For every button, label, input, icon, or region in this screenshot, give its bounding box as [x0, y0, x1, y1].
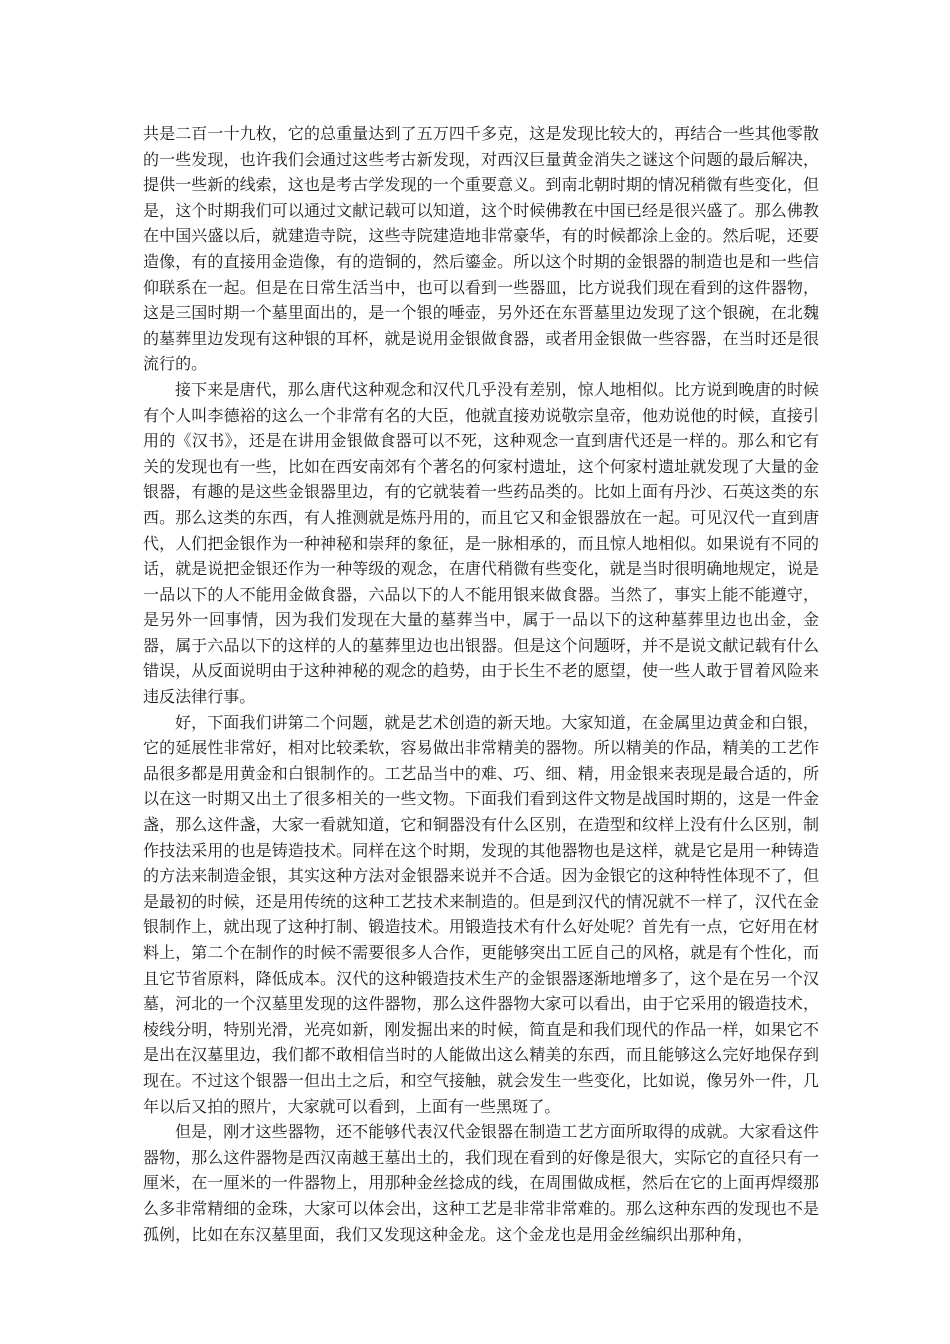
paragraph-tang-dynasty: 接下来是唐代，那么唐代这种观念和汉代几乎没有差别，惊人地相似。比方说到晚唐的时候有个人叫李德裕的这么一个非常有名的大臣，他就直接劝说敬宗皇帝，他劝说他的时候，直接引用的《汉书》，还是在讲用金银做食器可以不死，这种观念一直到唐代还是一样的。那么和它有关的发现也有一些，比如在西安南郊有个著名的何家村遗址，这个何家村遗址就发现了大量的金银器，有趣的是这些金银器里边，有的它就装着一些药品类的。比如上面有丹沙、石英这类的东西。那么这类的东西，有人推测就是炼丹用的，而且它又和金银器放在一起。可见汉代一直到唐代，人们把金银作为一种神秘和崇拜的象征，是一脉相承的，而且惊人地相似。如果说有不同的话，就是说把金银还作为一种等级的观念，在唐代稍微有些变化，就是当时很明确地规定，说是一品以下的人不能用金做食器，六品以下的人不能用银来做食器。当然了，事实上能不能遵守，是另外一回事情，因为我们发现在大量的墓葬当中，属于一品以下的这种墓葬里边也出金，金器，属于六品以下的这样的人的墓葬里边也出银器。但是这个问题呀，并不是说文献记载有什么错误，从反面说明由于这种神秘的观念的趋势，由于长生不老的愿望，使一些人敢于冒着风险来违反法律行事。	[143, 379, 819, 707]
paragraph-art-creation: 好，下面我们讲第二个问题，就是艺术创造的新天地。大家知道，在金属里边黄金和白银，它的延展性非常好，相对比较柔软，容易做出非常精美的器物。所以精美的作品，精美的工艺作品很多都是用黄金和白银制作的。工艺品当中的难、巧、细、精，用金银来表现是最合适的，所以在这一时期又出土了很多相关的一些文物。下面我们看到这件文物是战国时期的，这是一件金盏，那么这件盏，大家一看就知道，它和铜器没有什么区别，在造型和纹样上没有什么区别，制作技法采用的也是铸造技术。同样在这个时期，发现的其他器物也是这样，就是它是用一种铸造的方法来制造金银，其实这种方法对金银器来说并不合适。因为金银它的这种特性体现不了，但是最初的时候，还是用传统的这种工艺技术来制造的。但是到汉代的情况就不一样了，汉代在金银制作上，就出现了这种打制、锻造技术。用锻造技术有什么好处呢？首先有一点，它好用在材料上，第二个在制作的时候不需要很多人合作，更能够突出工匠自己的风格，就是有个性化，而且它节省原料，降低成本。汉代的这种锻造技术生产的金银器逐渐地增多了，这个是在另一个汉墓，河北的一个汉墓里发现的这件器物，那么这件器物大家可以看出，由于它采用的锻造技术，棱线分明，特别光滑，光亮如新，刚发掘出来的时候，简直是和我们现代的作品一样，如果它不是出在汉墓里边，我们都不敢相信当时的人能做出这么精美的东西，而且能够这么完好地保存到现在。不过这个银器一但出土之后，和空气接触，就会发生一些变化，比如说，像另外一件，几年以后又拍的照片，大家就可以看到，上面有一些黑斑了。	[143, 712, 819, 1116]
paragraph-han-craftsmanship: 但是，刚才这些器物，还不能够代表汉代金银器在制造工艺方面所取得的成就。大家看这件器物，那么这件器物是西汉南越王墓出土的，我们现在看到的好像是很大，实际它的直径只有一厘米，在一厘米的一件器物上，用那种金丝捻成的线，在周围做成框，然后在它的上面再焊缀那么多非常精细的金珠，大家可以体会出，这种工艺是非常非常难的。那么这种东西的发现也不是孤例，比如在东汉墓里面，我们又发现这种金龙。这个金龙也是用金丝编织出那种角，	[143, 1122, 819, 1244]
paragraph-continuation: 共是二百一十九枚，它的总重量达到了五万四千多克，这是发现比较大的，再结合一些其他零散的一些发现，也许我们会通过这些考古新发现，对西汉巨量黄金消失之谜这个问题的最后解决，提供一些新的线索，这也是考古学发现的一个重要意义。到南北朝时期的情况稍微有些变化，但是，这个时期我们可以通过文献记载可以知道，这个时候佛教在中国已经是很兴盛了。那么佛教在中国兴盛以后，就建造寺院，这些寺院建造地非常豪华，有的时候都涂上金的。然后呢，还要造像，有的直接用金造像，有的造铜的，然后鎏金。所以这个时期的金银器的制造也是和一些信仰联系在一起。但是在日常生活当中，也可以看到一些器皿，比方说我们现在看到的这件器物，这是三国时期一个墓里面出的，是一个银的唾壶，另外还在东晋墓里边发现了这个银碗，在北魏的墓葬里边发现有这种银的耳杯，就是说用金银做食器，或者用金银做一些容器，在当时还是很流行的。	[143, 124, 819, 374]
body-text	[143, 121, 819, 1247]
